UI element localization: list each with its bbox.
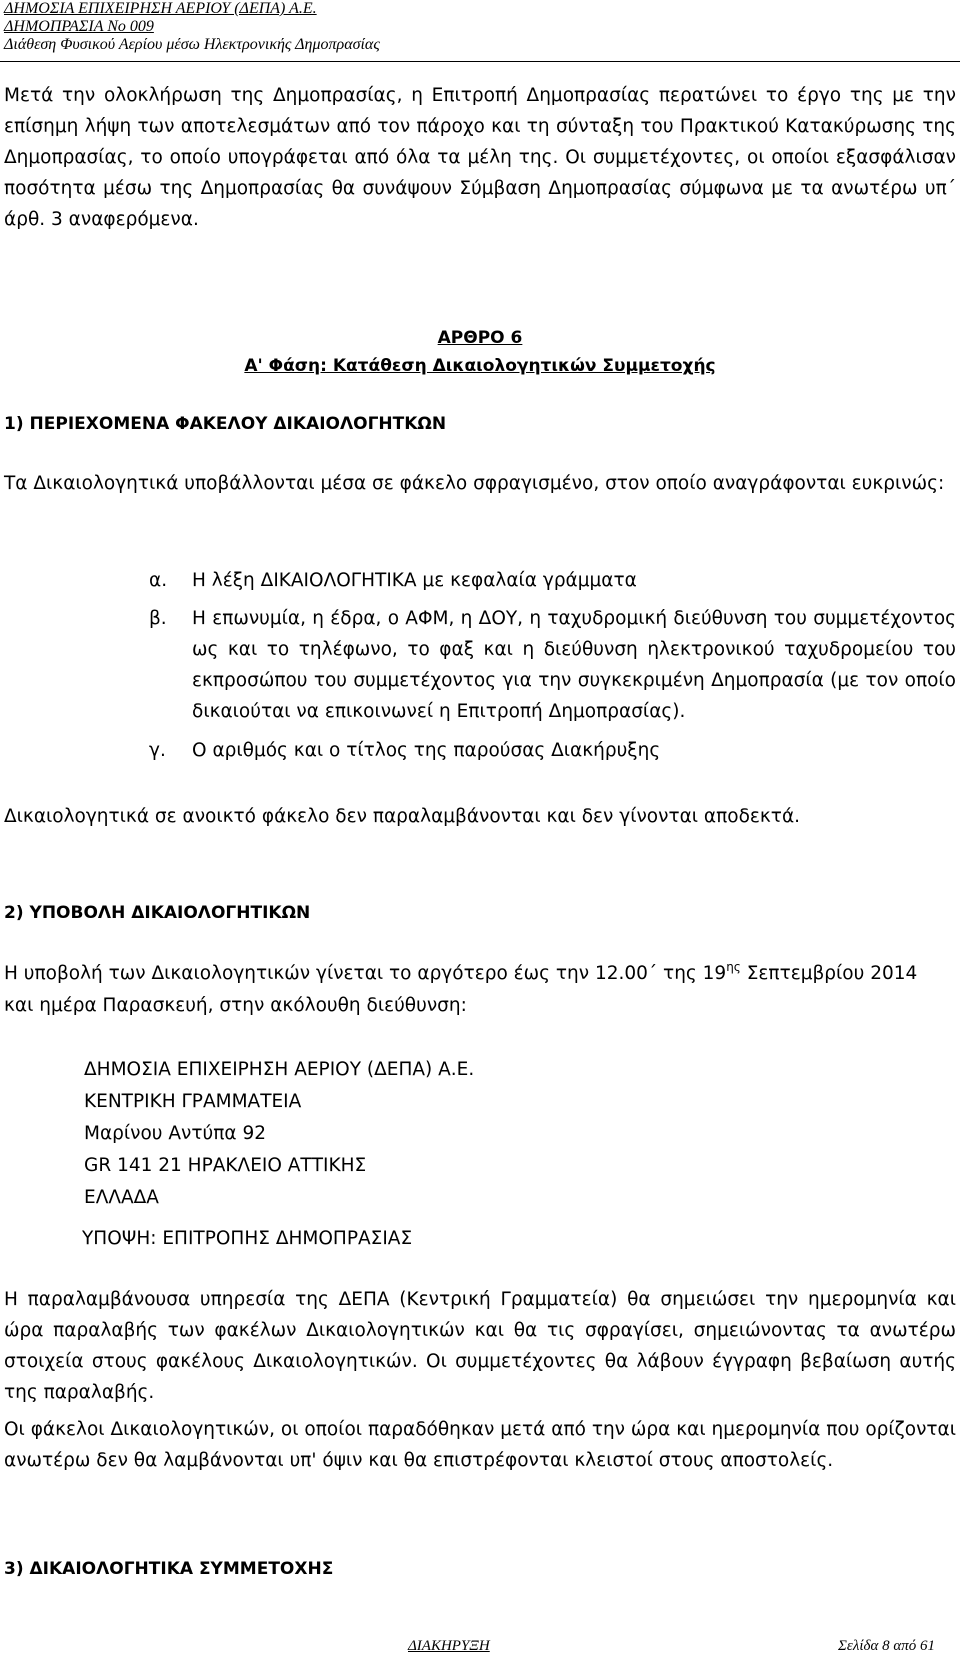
list-item-text: Η λέξη ΔΙΚΑΙΟΛΟΓΗΤΙΚΑ με κεφαλαία γράμματα — [192, 570, 637, 591]
intro-paragraph: Μετά την ολοκλήρωση της Δημοπρασίας, η Επιτροπή Δημοπρασίας περατώνει το έργο της με την επίσημη λήψη των αποτελεσμάτων από τον πάροχο και τη σύνταξη του Πρακτικού Κατακύρωσης της Δημοπρασίας, το οποίο υπογράφεται από όλα τα μέλη της. Οι συμμετέχοντες, οι οποίοι εξασφάλισαν ποσότητα μέσω της Δημοπρασίας θα συνάψουν Σύμβαση Δημοπρασίας σύμφωνα με τα ανωτέρω υπ΄ άρθ. 3 αναφερόμενα. — [4, 85, 956, 230]
deadline-text: Η υποβολή των Δικαιολογητικών γίνεται το αργότερο έως την 12.00΄ της 19 — [4, 963, 727, 984]
footer-document-name: ΔΙΑΚΗΡΥΞΗ — [408, 1638, 490, 1654]
address-line: ΔΗΜΟΣΙΑ ΕΠΙΧΕΙΡΗΣΗ ΑΕΡΙΟΥ (ΔΕΠΑ) Α.Ε. — [84, 1059, 475, 1080]
footer-page-number: Σελίδα 8 από 61 — [838, 1638, 935, 1654]
section-1-intro: Τα Δικαιολογητικά υποβάλλονται μέσα σε φάκελο σφραγισμένο, στον οποίο αναγράφονται ευκρινώς: — [4, 473, 945, 494]
requirements-list — [149, 565, 956, 766]
address-line: ΕΛΛΑΔΑ — [84, 1187, 159, 1208]
running-header — [4, 0, 380, 54]
list-item-label: γ. — [149, 740, 166, 761]
deadline-month: Σεπτεμβρίου 2014 — [740, 963, 918, 984]
article-title: Α' Φάση: Κατάθεση Δικαιολογητικών Συμμετοχής — [244, 356, 716, 376]
late-submission-paragraph: Οι φάκελοι Δικαιολογητικών, οι οποίοι παραδόθηκαν μετά από την ώρα και ημερομηνία που ορίζονται ανωτέρω δεν θα λαμβάνονται υπ' όψιν και θα επιστρέφονται κλειστοί στους αποστολείς. — [4, 1419, 956, 1471]
header-auction-number: ΔΗΜΟΠΡΑΣΙΑ Νο 009 — [4, 18, 154, 35]
deadline-line-1 — [4, 960, 918, 984]
header-company: ΔΗΜΟΣΙΑ ΕΠΙΧΕΙΡΗΣΗ ΑΕΡΙΟΥ (ΔΕΠΑ) Α.Ε. — [4, 0, 317, 17]
list-item — [149, 565, 956, 603]
list-item — [149, 603, 956, 735]
address-line: Μαρίνου Αντύπα 92 — [84, 1123, 266, 1144]
section-1-heading: 1) ΠΕΡΙΕΧΟΜΕΝΑ ΦΑΚΕΛΟΥ ΔΙΚΑΙΟΛΟΓΗΤΚΩΝ — [4, 414, 447, 434]
list-item-text: Ο αριθμός και ο τίτλος της παρούσας Διακήρυξης — [192, 740, 661, 761]
article-number: ΑΡΘΡΟ 6 — [437, 328, 523, 348]
attention-line: ΥΠΟΨΗ: ΕΠΙΤΡΟΠΗΣ ΔΗΜΟΠΡΑΣΙΑΣ — [82, 1228, 413, 1249]
list-item-label: β. — [149, 608, 167, 629]
list-item-label: α. — [149, 570, 168, 591]
deadline-line-2: και ημέρα Παρασκευή, στην ακόλουθη διεύθυνση: — [4, 995, 467, 1016]
ordinal-suffix: ης — [726, 960, 741, 974]
section-3-heading: 3) ΔΙΚΑΙΟΛΟΓΗΤΙΚΑ ΣΥΜΜΕΤΟΧΗΣ — [4, 1559, 334, 1579]
address-line: GR 141 21 ΗΡΑΚΛΕΙΟ ΑΤΤΙΚΗΣ — [84, 1155, 367, 1176]
list-item — [149, 735, 956, 766]
list-item-text: Η επωνυμία, η έδρα, ο ΑΦΜ, η ΔΟΥ, η ταχυδρομική διεύθυνση του συμμετέχοντος ως και το τηλέφωνο, το φαξ και η διεύθυνση ηλεκτρονικού ταχυδρομείου του εκπροσώπου του συμμετέχοντος για την συγκεκριμένη Δημοπρασία (με τον οποίο δικαιούται να επικοινωνεί η Επιτροπή Δημοπρασίας). — [192, 608, 956, 722]
section-2-heading: 2) ΥΠΟΒΟΛΗ ΔΙΚΑΙΟΛΟΓΗΤΙΚΩΝ — [4, 903, 311, 923]
receipt-paragraph: Η παραλαμβάνουσα υπηρεσία της ΔΕΠΑ (Κεντρική Γραμματεία) θα σημειώσει την ημερομηνία και ώρα παραλαβής των φακέλων Δικαιολογητικών και θα τις σφραγίσει, σημειώνοντας τα ανωτέρω στοιχεία στους φακέλους Δικαιολογητικών. Οι συμμετέχοντες θα λάβουν έγγραφη βεβαίωση αυτής της παραλαβής. — [4, 1289, 956, 1403]
header-auction-title: Διάθεση Φυσικού Αερίου μέσω Ηλεκτρονικής Δημοπρασίας — [4, 36, 380, 53]
open-envelope-note: Δικαιολογητικά σε ανοικτό φάκελο δεν παραλαμβάνονται και δεν γίνονται αποδεκτά. — [4, 806, 801, 827]
address-line: ΚΕΝΤΡΙΚΗ ΓΡΑΜΜΑΤΕΙΑ — [84, 1091, 302, 1112]
header-divider — [0, 61, 960, 62]
